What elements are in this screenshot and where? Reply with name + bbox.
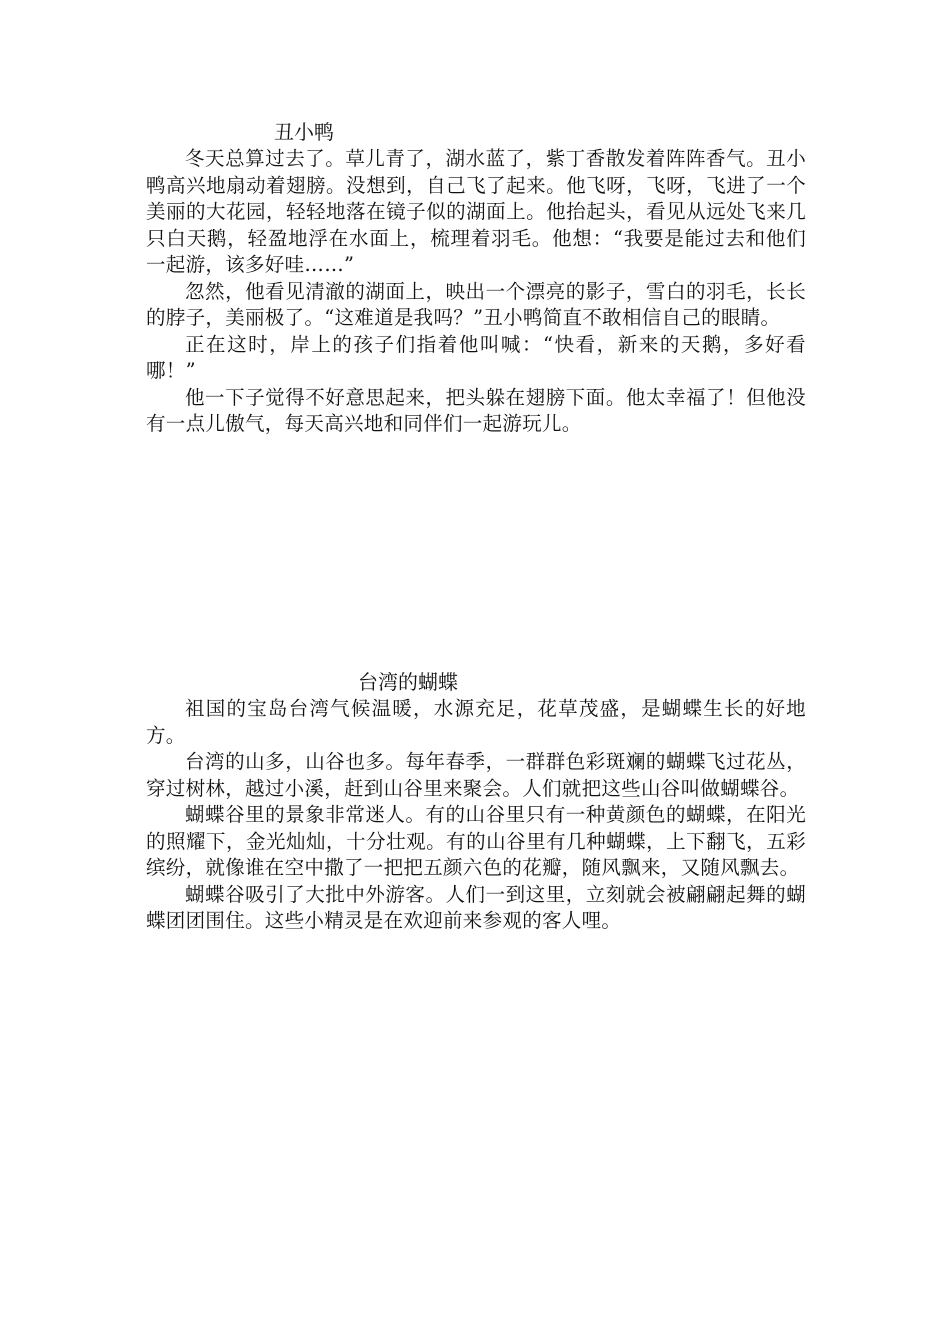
article-taiwan-butterflies: [146, 668, 806, 935]
article-paragraph: 他一下子觉得不好意思起来，把头躲在翅膀下面。他太幸福了！但他没有一点儿傲气，每天高兴地和同伴们一起游玩儿。: [146, 385, 806, 435]
article-title: 丑小鸭: [274, 120, 334, 144]
article-paragraph: 冬天总算过去了。草儿青了，湖水蓝了，紫丁香散发着阵阵香气。丑小鸭高兴地扇动着翅膀。没想到，自己飞了起来。他飞呀，飞呀，飞进了一个美丽的大花园，轻轻地落在镜子似的湖面上。他抬起头，看见从远处飞来几只白天鹅，轻盈地浮在水面上，梳理着羽毛。他想：“我要是能过去和他们一起游，该多好哇……”: [146, 147, 806, 276]
article-paragraph: 祖国的宝岛台湾气候温暖，水源充足，花草茂盛，是蝴蝶生长的好地方。: [146, 697, 806, 747]
article-paragraph: 台湾的山多，山谷也多。每年春季，一群群色彩斑斓的蝴蝶飞过花丛，穿过树林，越过小溪，赶到山谷里来聚会。人们就把这些山谷叫做蝴蝶谷。: [146, 750, 806, 800]
article-paragraph: 忽然，他看见清澈的湖面上，映出一个漂亮的影子，雪白的羽毛，长长的脖子，美丽极了。“这难道是我吗？”丑小鸭简直不敢相信自己的眼睛。: [146, 279, 806, 329]
article-title: 台湾的蝴蝶: [358, 670, 458, 694]
article-paragraph: 蝴蝶谷吸引了大批中外游客。人们一到这里，立刻就会被翩翩起舞的蝴蝶团团围住。这些小精灵是在欢迎前来参观的客人哩。: [146, 882, 806, 932]
article-ugly-duckling: [146, 118, 806, 438]
article-paragraph: 正在这时，岸上的孩子们指着他叫喊：“快看，新来的天鹅，多好看哪！”: [146, 332, 806, 382]
article-paragraph: 蝴蝶谷里的景象非常迷人。有的山谷里只有一种黄颜色的蝴蝶，在阳光的照耀下，金光灿灿，十分壮观。有的山谷里有几种蝴蝶，上下翻飞，五彩缤纷，就像谁在空中撒了一把把五颜六色的花瓣，随风飘来，又随风飘去。: [146, 803, 806, 879]
